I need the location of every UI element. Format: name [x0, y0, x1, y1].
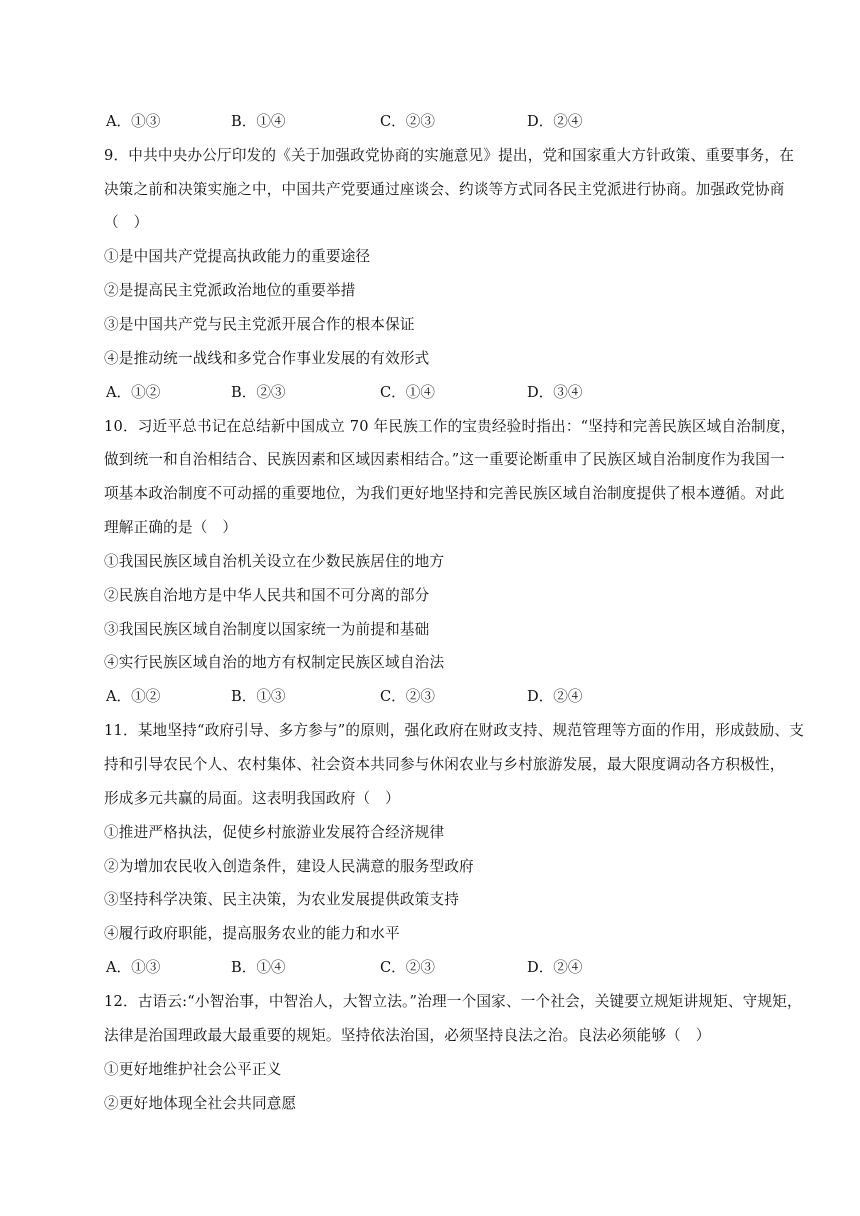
q8-option-b[interactable]: B．①④ — [231, 113, 286, 130]
q11-choice: ④履行政府职能，提高服务农业的能力和水平 — [104, 925, 400, 942]
q11-choice: ②为增加农民收入创造条件，建设人民满意的服务型政府 — [104, 858, 474, 875]
q10-option-d[interactable]: D．②④ — [527, 688, 583, 705]
q10-option-b[interactable]: B．①③ — [231, 688, 286, 705]
q11-option-b[interactable]: B．①④ — [231, 959, 286, 976]
q11-options — [104, 958, 784, 978]
q8-option-c[interactable]: C．②③ — [380, 113, 435, 130]
q10-option-a[interactable]: A．①② — [106, 688, 161, 705]
q12-stem-line: 法律是治国理政最大最重要的规矩。坚持依法治国，必须坚持良法之治。良法必须能够（ ） — [104, 1027, 711, 1044]
q10-choice: ①我国民族区域自治机关设立在少数民族居住的地方 — [104, 553, 445, 570]
q10-choice: ④实行民族区域自治的地方有权制定民族区域自治法 — [104, 654, 445, 671]
q12-choice: ①更好地维护社会公平正义 — [104, 1061, 282, 1078]
q11-option-c[interactable]: C．②③ — [380, 959, 435, 976]
q9-stem-line: （ ） — [104, 214, 149, 231]
q10-stem-line: 项基本政治制度不可动摇的重要地位，为我们更好地坚持和完善民族区域自治制度提供了根本遵循。对此 — [104, 485, 785, 502]
q9-stem-line: 9．中共中央办公厅印发的《关于加强政党协商的实施意见》提出，党和国家重大方针政策、重要事务，在 — [104, 147, 795, 164]
q9-option-d[interactable]: D．③④ — [527, 384, 583, 401]
q10-choice: ③我国民族区域自治制度以国家统一为前提和基础 — [104, 621, 430, 638]
q8-option-a[interactable]: A．①③ — [106, 113, 161, 130]
q8-option-d[interactable]: D．②④ — [527, 113, 583, 130]
q9-stem-line: 决策之前和决策实施之中，中国共产党要通过座谈会、约谈等方式同各民主党派进行协商。加强政党协商 — [104, 181, 785, 198]
q11-option-a[interactable]: A．①③ — [106, 959, 161, 976]
q10-option-c[interactable]: C．②③ — [380, 688, 435, 705]
q10-options — [104, 687, 784, 707]
q12-choice: ②更好地体现全社会共同意愿 — [104, 1095, 297, 1112]
q9-option-a[interactable]: A．①② — [106, 384, 161, 401]
q11-choice: ③坚持科学决策、民主决策，为农业发展提供政策支持 — [104, 891, 460, 908]
q10-stem-line: 10．习近平总书记在总结新中国成立 70 年民族工作的宝贵经验时指出：“坚持和完善民族区域自治制度， — [104, 418, 796, 435]
q9-choice: ③是中国共产党与民主党派开展合作的根本保证 — [104, 316, 415, 333]
q11-stem-line: 持和引导农民个人、农村集体、社会资本共同参与休闲农业与乡村旅游发展，最大限度调动各方积极性， — [104, 756, 785, 773]
q11-stem-line: 11．某地坚持“政府引导、多方参与”的原则，强化政府在财政支持、规范管理等方面的作用，形成鼓励、支 — [104, 722, 805, 739]
q11-option-d[interactable]: D．②④ — [527, 959, 583, 976]
q9-choice: ④是推动统一战线和多党合作事业发展的有效形式 — [104, 350, 430, 367]
q10-choice: ②民族自治地方是中华人民共和国不可分离的部分 — [104, 587, 430, 604]
q9-option-c[interactable]: C．①④ — [380, 384, 435, 401]
q9-options — [104, 383, 784, 403]
q9-choice: ②是提高民主党派政治地位的重要举措 — [104, 282, 356, 299]
q11-choice: ①推进严格执法，促使乡村旅游业发展符合经济规律 — [104, 824, 445, 841]
q11-stem-line: 形成多元共赢的局面。这表明我国政府（ ） — [104, 790, 400, 807]
q10-stem-line: 做到统一和自治相结合、民族因素和区域因素相结合。”这一重要论断重申了民族区域自治制度作为我国一 — [104, 451, 785, 468]
q8-options — [104, 112, 784, 132]
q12-stem-line: 12．古语云:“小智治事，中智治人，大智立法。”治理一个国家、一个社会，关键要立规矩讲规矩、守规矩， — [104, 993, 802, 1010]
q10-stem-line: 理解正确的是（ ） — [104, 519, 238, 536]
q9-option-b[interactable]: B．②③ — [231, 384, 286, 401]
q9-choice: ①是中国共产党提高执政能力的重要途径 — [104, 248, 371, 265]
